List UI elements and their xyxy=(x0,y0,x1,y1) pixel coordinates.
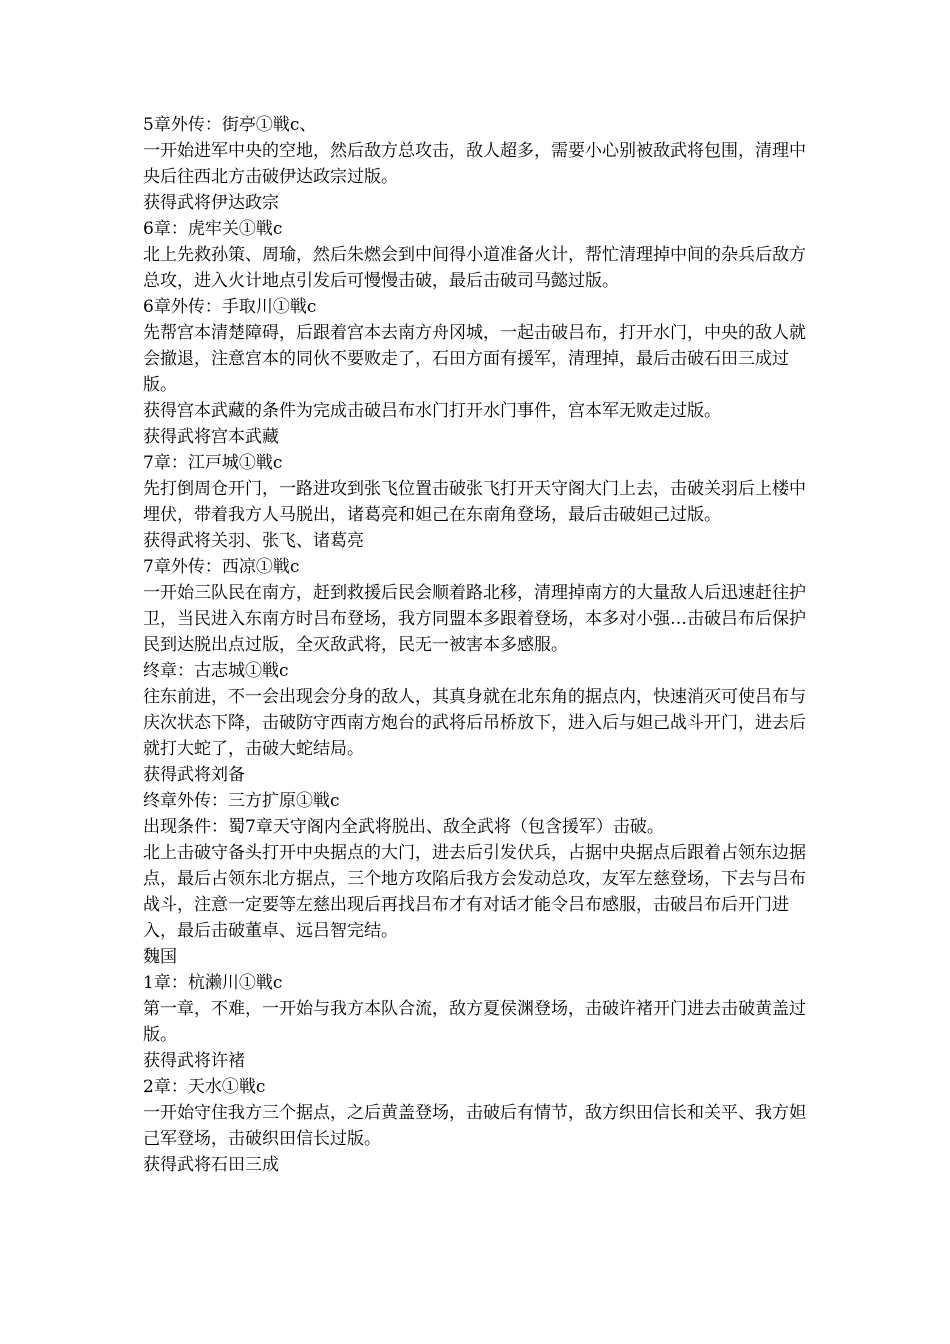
reward-line: 获得武将伊达政宗 xyxy=(143,193,279,213)
chapter-heading: 7章：江戸城①戦c xyxy=(143,453,283,473)
chapter-heading: 5章外传：街亭①戦c、 xyxy=(143,115,317,135)
chapter-heading: 1章：杭濑川①戦c xyxy=(143,973,283,993)
reward-line: 获得武将刘备 xyxy=(143,765,245,785)
chapter-heading: 6章：虎牢关①戦c xyxy=(143,219,283,239)
reward-line: 获得武将石田三成 xyxy=(143,1155,279,1175)
reward-line: 获得武将关羽、张飞、诸葛亮 xyxy=(143,531,364,551)
walkthrough-paragraph: 北上先救孙策、周瑜，然后朱燃会到中间得小道准备火计，帮忙清理掉中间的杂兵后敌方总攻，进入火计地点引发后可慢慢击破，最后击破司马懿过版。 xyxy=(143,245,806,291)
walkthrough-paragraph: 一开始进军中央的空地，然后敌方总攻击，敌人超多，需要小心别被敌武将包围，清理中央后往西北方击破伊达政宗过版。 xyxy=(143,141,806,187)
chapter-heading: 终章：古志城①戦c xyxy=(143,661,289,681)
walkthrough-paragraph: 一开始三队民在南方，赶到救援后民会顺着路北移，清理掉南方的大量敌人后迅速赶往护卫，当民进入东南方时吕布登场，我方同盟本多跟着登场，本多对小强…击破吕布后保护民到达脱出点过版，全灭敌武将，民无一被害本多感服。 xyxy=(143,583,806,655)
condition-paragraph: 出现条件：蜀7章天守阁内全武将脱出、敌全武将（包含援军）击破。 xyxy=(143,817,664,837)
walkthrough-paragraph: 往东前进，不一会出现会分身的敌人，其真身就在北东角的据点内，快速消灭可使吕布与庆次状态下降，击破防守西南方炮台的武将后吊桥放下，进入后与妲己战斗开门，进去后就打大蛇了，击破大蛇结局。 xyxy=(143,687,806,759)
chapter-heading: 6章外传：手取川①戦c xyxy=(143,297,317,317)
chapter-heading: 终章外传：三方扩原①戦c xyxy=(143,791,340,811)
walkthrough-paragraph: 先打倒周仓开门，一路进攻到张飞位置击破张飞打开天守阁大门上去，击破关羽后上楼中埋伏，带着我方人马脱出，诸葛亮和妲己在东南角登场，最后击破妲己过版。 xyxy=(143,479,806,525)
walkthrough-paragraph: 北上击破守备头打开中央据点的大门，进去后引发伏兵，占据中央据点后跟着占领东边据点，最后占领东北方据点，三个地方攻陷后我方会发动总攻，友军左慈登场，下去与吕布战斗，注意一定要等左慈出现后再找吕布才有对话才能令吕布感服，击破吕布后开门进入，最后击破董卓、远吕智完结。 xyxy=(143,843,806,941)
reward-line: 获得武将宫本武藏 xyxy=(143,427,279,447)
document-body xyxy=(143,112,813,1178)
walkthrough-paragraph: 先帮宫本清楚障碍，后跟着宫本去南方舟冈城，一起击破吕布，打开水门，中央的敌人就会撤退，注意宫本的同伙不要败走了，石田方面有援军，清理掉，最后击破石田三成过版。 xyxy=(143,323,806,395)
reward-line: 获得武将许褚 xyxy=(143,1051,245,1071)
condition-paragraph: 获得宫本武藏的条件为完成击破吕布水门打开水门事件，宫本军无败走过版。 xyxy=(143,401,721,421)
chapter-heading: 2章：天水①戦c xyxy=(143,1077,266,1097)
chapter-heading: 7章外传：西凉①戦c xyxy=(143,557,300,577)
walkthrough-paragraph: 第一章，不难，一开始与我方本队合流，敌方夏侯渊登场，击破许褚开门进去击破黄盖过版。 xyxy=(143,999,806,1045)
section-heading: 魏国 xyxy=(143,947,177,967)
walkthrough-paragraph: 一开始守住我方三个据点，之后黄盖登场，击破后有情节，敌方织田信长和关平、我方妲己军登场，击破织田信长过版。 xyxy=(143,1103,806,1149)
